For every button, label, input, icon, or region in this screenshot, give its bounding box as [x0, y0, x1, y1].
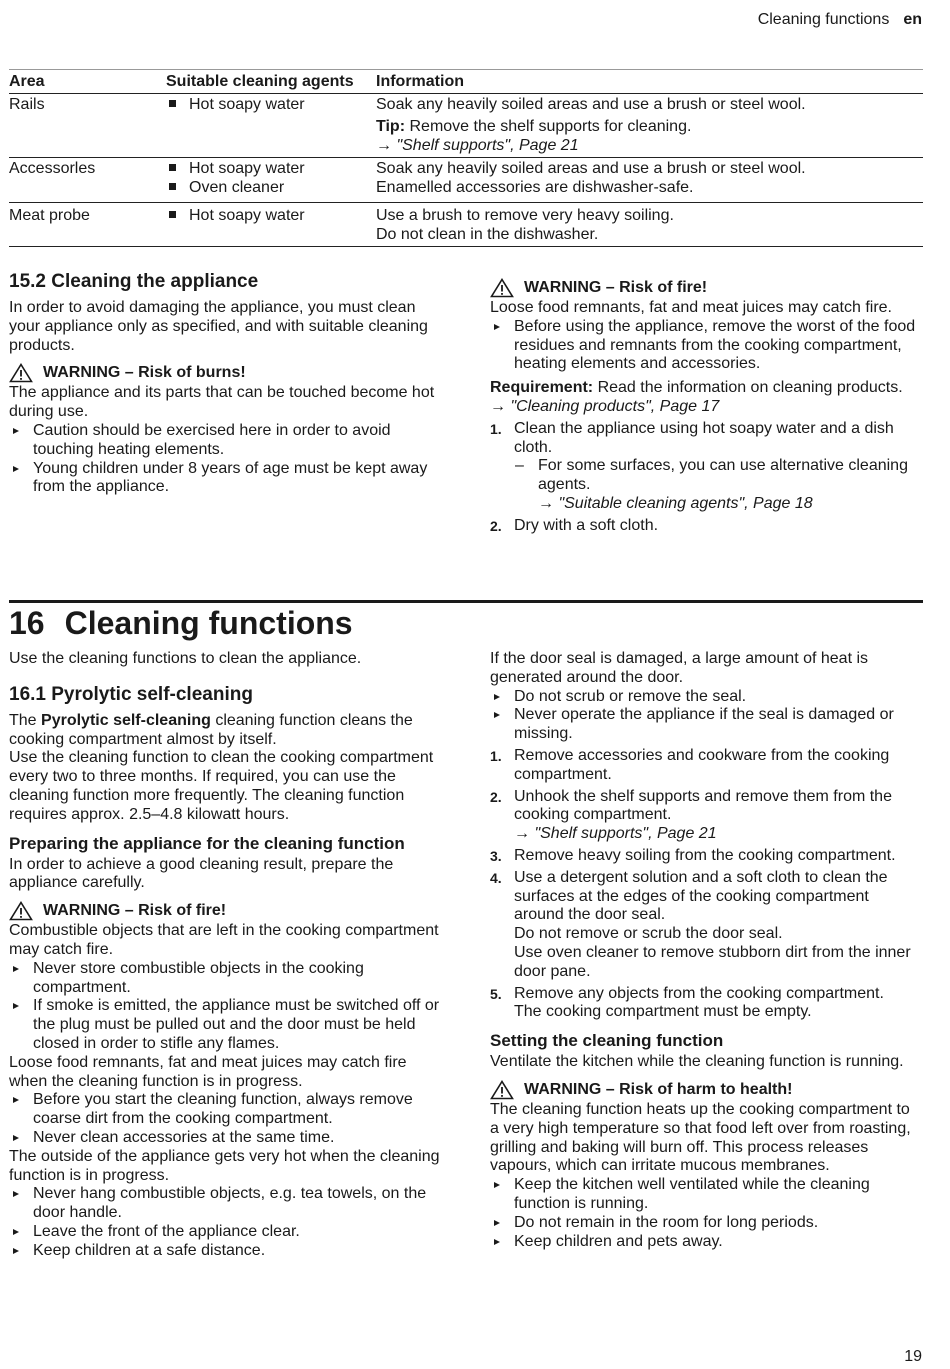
- table-row: [9, 158, 923, 203]
- bullet-item: Keep the kitchen well ventilated while the cleaning function is running.: [490, 1176, 922, 1214]
- running-header: [758, 11, 922, 30]
- section-15-2-right: [490, 277, 922, 536]
- numbered-step: 1. Remove accessories and cookware from the cooking compartment.: [490, 746, 890, 783]
- warning-triangle-icon: [9, 363, 33, 383]
- step-note: The cooking compartment must be empty.: [514, 1003, 812, 1021]
- bullet-item: Do not scrub or remove the seal.: [490, 688, 922, 707]
- square-bullet-icon: [169, 183, 176, 190]
- paragraph: The outside of the appliance gets very hot when the cleaning function is in progress.: [9, 1147, 440, 1184]
- warning-triangle-icon: [490, 278, 514, 298]
- agent-item: Oven cleaner: [166, 179, 376, 198]
- warning-heading: WARNING – Risk of burns!: [9, 362, 441, 384]
- agent-item: Hot soapy water: [166, 207, 376, 226]
- cross-reference-link[interactable]: → "Shelf supports", Page 21: [376, 136, 579, 154]
- bullet-item: Caution should be exercised here in order to avoid touching heating elements.: [9, 422, 441, 460]
- step-note: Use oven cleaner to remove stubborn dirt from the inner door pane.: [514, 943, 911, 980]
- chapter-16-right: [490, 650, 922, 1251]
- bullet-item: Before you start the cleaning function, always remove coarse dirt from the cooking compartment.: [9, 1091, 441, 1129]
- bullet-item: Young children under 8 years of age must be kept away from the appliance.: [9, 460, 441, 498]
- paragraph: Use the cleaning functions to clean the appliance.: [9, 650, 362, 667]
- paragraph: The appliance and its parts that can be touched become hot during use.: [9, 384, 435, 421]
- table-row: [9, 203, 923, 247]
- bullet-item: Before using the appliance, remove the worst of the food residues and remnants from the cooking compartment, heating elements and accessories.: [490, 318, 922, 374]
- page-number: 19: [904, 1348, 922, 1365]
- bullet-item: Never clean accessories at the same time.: [9, 1129, 441, 1148]
- paragraph: Use the cleaning function to clean the cooking compartment every two to three months. If required, you can use the cleaning function more frequently. The cleaning function requires approx. 2.5–4.8 kilowatt hours.: [9, 749, 434, 823]
- numbered-step: 2. Dry with a soft cloth.: [490, 516, 659, 534]
- tip-text: Tip: Remove the shelf supports for cleaning.: [376, 117, 692, 135]
- paragraph: Combustible objects that are left in the cooking compartment may catch fire.: [9, 922, 439, 958]
- warning-heading: WARNING – Risk of fire!: [490, 277, 922, 299]
- paragraph: The cleaning function heats up the cooking compartment to a very high temperature so that food left over from roasting, grilling and baking will burn off. This process releases vapours, which can irritate mucous membranes.: [490, 1100, 911, 1175]
- bullet-item: Keep children at a safe distance.: [9, 1242, 441, 1261]
- table-header-area: Area: [9, 73, 45, 90]
- sub-step: – For some surfaces, you can use alternative cleaning agents.: [515, 457, 908, 494]
- subsection-heading: Preparing the appliance for the cleaning function: [9, 833, 405, 853]
- warning-heading: WARNING – Risk of harm to health!: [490, 1079, 922, 1101]
- paragraph: Loose food remnants, fat and meat juices may catch fire when the cleaning function is in progress.: [9, 1053, 407, 1090]
- subsection-heading: Setting the cleaning function: [490, 1031, 724, 1051]
- warning-triangle-icon: [9, 901, 33, 921]
- requirement-text: Requirement: Read the information on cleaning products.: [490, 379, 903, 397]
- paragraph: The Pyrolytic self-cleaning cleaning function cleans the cooking compartment almost by itself.: [9, 711, 413, 748]
- numbered-step: 2. Unhook the shelf supports and remove them from the cooking compartment.: [490, 787, 892, 824]
- section-15-2-left: [9, 270, 441, 497]
- cross-reference-link[interactable]: → "Shelf supports", Page 21: [514, 825, 717, 843]
- table-header-info: Information: [376, 73, 464, 90]
- paragraph: In order to avoid damaging the appliance, you must clean your appliance only as specified, and with suitable cleaning products.: [9, 299, 428, 354]
- square-bullet-icon: [169, 211, 176, 218]
- info-text: Enamelled accessories are dishwasher-safe.: [376, 178, 694, 196]
- table-cell-area: Meat probe: [9, 207, 90, 224]
- section-heading: 16.1 Pyrolytic self-cleaning: [9, 683, 253, 705]
- table-cell-agents: [166, 207, 376, 246]
- table-cell-agents: [166, 160, 376, 202]
- warning-triangle-icon: [490, 1080, 514, 1100]
- info-text: Soak any heavily soiled areas and use a brush or steel wool.: [376, 160, 806, 177]
- paragraph: In order to achieve a good cleaning result, prepare the appliance carefully.: [9, 855, 394, 892]
- info-text: Soak any heavily soiled areas and use a brush or steel wool.: [376, 96, 806, 113]
- numbered-step: 4. Use a detergent solution and a soft cloth to clean the surfaces at the edges of the cooking compartment around the door seal.: [490, 868, 888, 924]
- table-row: [9, 94, 923, 158]
- square-bullet-icon: [169, 100, 176, 107]
- bullet-item: Keep children and pets away.: [490, 1233, 922, 1252]
- section-heading: 15.2 Cleaning the appliance: [9, 271, 259, 292]
- agent-item: Hot soapy water: [166, 96, 376, 115]
- table-header-row: [9, 69, 923, 94]
- bullet-item: Never hang combustible objects, e.g. tea towels, on the door handle.: [9, 1185, 441, 1223]
- info-text: Use a brush to remove very heavy soiling.: [376, 207, 674, 224]
- paragraph: If the door seal is damaged, a large amount of heat is generated around the door.: [490, 650, 869, 686]
- chapter-16-left: [9, 650, 441, 1261]
- numbered-step: 1. Clean the appliance using hot soapy water and a dish cloth.: [490, 419, 894, 456]
- warning-heading: WARNING – Risk of fire!: [9, 900, 441, 922]
- bullet-item: Never operate the appliance if the seal is damaged or missing.: [490, 706, 922, 744]
- chapter-title: 16 Cleaning functions: [9, 605, 353, 641]
- bullet-item: Leave the front of the appliance clear.: [9, 1223, 441, 1242]
- agent-item: Hot soapy water: [166, 160, 376, 179]
- table-cell-info: [376, 207, 923, 246]
- header-title: Cleaning functions: [757, 11, 890, 28]
- step-note: Do not remove or scrub the door seal.: [514, 925, 783, 943]
- bullet-item: Never store combustible objects in the cooking compartment.: [9, 960, 441, 998]
- square-bullet-icon: [169, 164, 176, 171]
- bullet-item: If smoke is emitted, the appliance must be switched off or the plug must be pulled out and the door must be held closed in order to stifle any flames.: [9, 997, 441, 1053]
- table-header-agents: Suitable cleaning agents: [166, 73, 354, 90]
- cross-reference-link[interactable]: → "Cleaning products", Page 17: [490, 397, 720, 415]
- table-cell-info: [376, 160, 923, 202]
- info-text: Do not clean in the dishwasher.: [376, 225, 599, 243]
- table-cell-area: Accessorles: [9, 160, 96, 177]
- cross-reference-link[interactable]: → "Suitable cleaning agents", Page 18: [538, 494, 813, 512]
- table-cell-area: Rails: [9, 96, 45, 113]
- numbered-step: 5. Remove any objects from the cooking compartment.: [490, 984, 884, 1002]
- table-cell-agents: [166, 96, 376, 157]
- paragraph: Loose food remnants, fat and meat juices may catch fire.: [490, 299, 892, 316]
- paragraph: Ventilate the kitchen while the cleaning function is running.: [490, 1053, 904, 1071]
- numbered-step: 3. Remove heavy soiling from the cooking compartment.: [490, 846, 896, 864]
- header-lang: en: [903, 11, 922, 28]
- table-cell-info: [376, 96, 923, 157]
- cleaning-agents-table: [9, 69, 923, 247]
- bullet-item: Do not remain in the room for long periods.: [490, 1214, 922, 1233]
